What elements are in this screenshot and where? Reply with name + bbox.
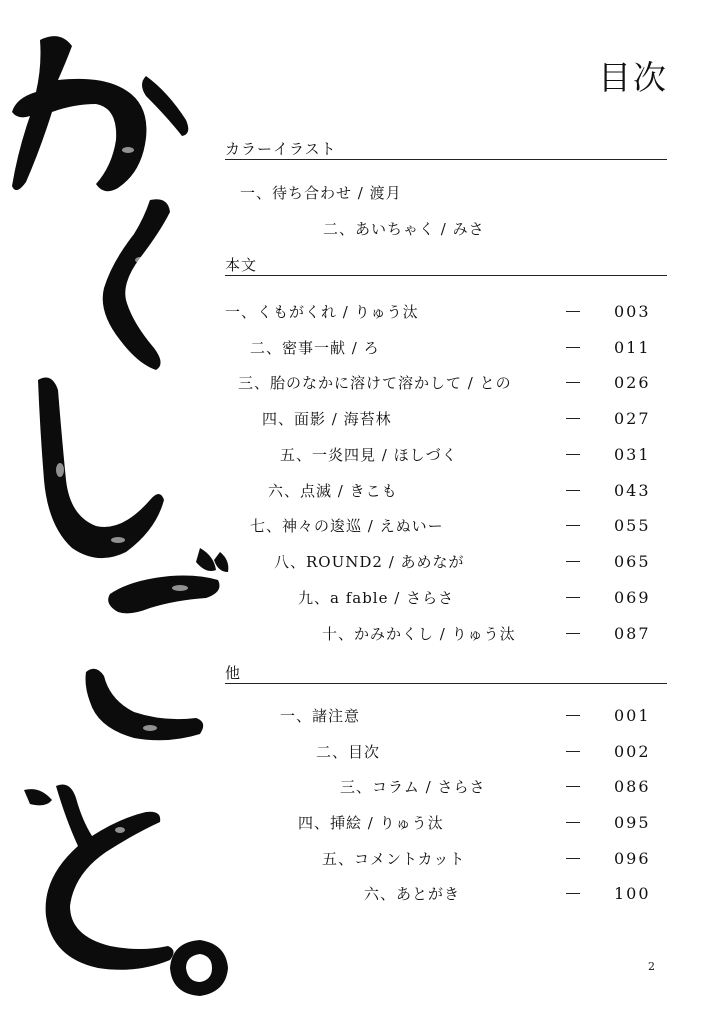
leader-dash (566, 561, 580, 562)
section-heading-other: 他 (225, 664, 667, 684)
toc-entry-label: 二、目次 (316, 743, 381, 761)
brush-lettering-art (0, 0, 230, 1024)
leader-dash (566, 893, 580, 894)
toc-entry-page: 096 (614, 849, 651, 868)
toc-entry-label: 五、コメントカット (322, 850, 466, 868)
leader-dash (566, 382, 580, 383)
toc-entry-page: 100 (614, 884, 651, 903)
leader-dash (566, 751, 580, 752)
toc-entry-label: 一、待ち合わせ / 渡月 (240, 184, 402, 202)
toc-entry-page: 003 (614, 302, 651, 321)
toc-entry-label: 二、あいちゃく / みさ (323, 220, 485, 238)
toc-entry-page: 095 (614, 813, 651, 832)
toc-entry-page: 002 (614, 742, 651, 761)
toc-entry-page: 026 (614, 373, 651, 392)
toc-entry-label: 四、面影 / 海苔林 (262, 410, 392, 428)
toc-entry-label: 一、くもがくれ / りゅう汰 (225, 303, 419, 321)
section-heading-color: カラーイラスト (225, 140, 667, 160)
leader-dash (566, 715, 580, 716)
toc-entry-label: 六、点滅 / きこも (268, 482, 398, 500)
toc-entry-page: 027 (614, 409, 651, 428)
toc-entry-label: 五、一炎四見 / ほしづく (280, 446, 458, 464)
leader-dash (566, 418, 580, 419)
toc-entry-label: 三、胎のなかに溶けて溶かして / との (238, 374, 512, 392)
toc-entry-page: 043 (614, 481, 651, 500)
leader-dash (566, 633, 580, 634)
leader-dash (566, 858, 580, 859)
leader-dash (566, 525, 580, 526)
toc-entry-label: 四、挿絵 / りゅう汰 (298, 814, 444, 832)
toc-entry-label: 七、神々の逡巡 / えぬいー (250, 517, 444, 535)
leader-dash (566, 490, 580, 491)
leader-dash (566, 597, 580, 598)
toc-entry-label: 二、密事一献 / ろ (250, 339, 380, 357)
leader-dash (566, 311, 580, 312)
toc-entry-label: 六、あとがき (364, 885, 461, 903)
page-title: 目次 (598, 58, 668, 97)
toc-entry-label: 九、a fable / さらさ (298, 589, 455, 607)
toc-entry-page: 055 (614, 516, 651, 535)
leader-dash (566, 822, 580, 823)
toc-entry-page: 011 (614, 338, 651, 357)
toc-entry-page: 001 (614, 706, 651, 725)
leader-dash (566, 786, 580, 787)
toc-entry-label: 三、コラム / さらさ (340, 778, 486, 796)
leader-dash (566, 454, 580, 455)
toc-entry-page: 087 (614, 624, 651, 643)
decorative-title (0, 0, 230, 1024)
toc-entry-page: 065 (614, 552, 651, 571)
section-heading-main: 本文 (225, 256, 667, 276)
toc-entry-label: 一、諸注意 (280, 707, 361, 725)
toc-entry-page: 086 (614, 777, 651, 796)
toc-entry-label: 十、かみかくし / りゅう汰 (322, 625, 516, 643)
toc-entry-page: 031 (614, 445, 651, 464)
toc-entry-label: 八、ROUND2 / あめなが (274, 553, 465, 571)
toc-entry-page: 069 (614, 588, 651, 607)
page-number: 2 (648, 960, 655, 973)
leader-dash (566, 347, 580, 348)
